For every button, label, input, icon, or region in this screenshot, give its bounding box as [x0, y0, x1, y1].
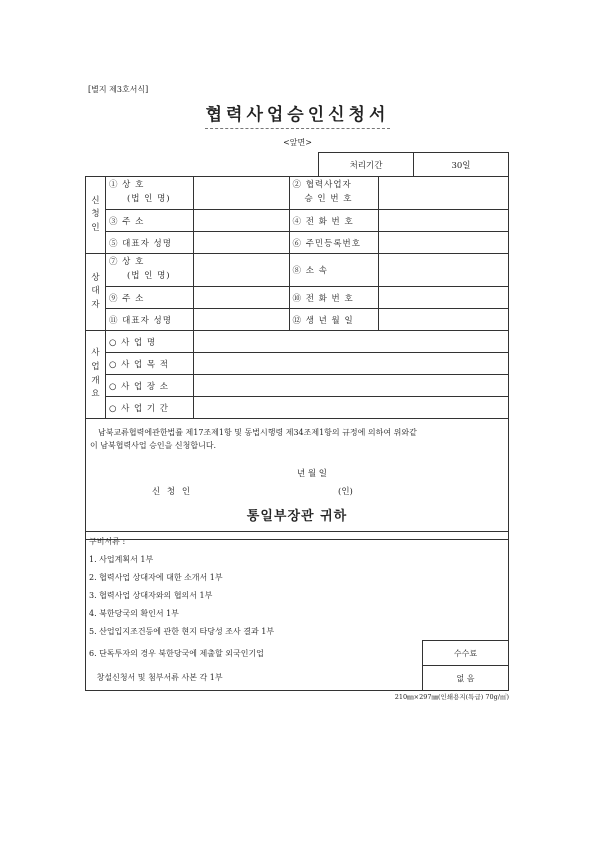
statement-block [86, 419, 509, 540]
applicant-rrn-field[interactable] [379, 232, 509, 254]
title-underline [205, 128, 390, 129]
paper-spec: 210㎜×297㎜(인쇄용지(특급) 70g/㎡) [394, 693, 509, 701]
fee-value: 없 음 [423, 666, 509, 691]
application-form-table [85, 176, 509, 540]
partner-birth-label: ⑫ 생 년 월 일 [289, 309, 379, 331]
project-period-label: ○ 사 업 기 간 [105, 397, 193, 419]
project-purpose-field[interactable] [193, 353, 508, 375]
processing-period-value: 30일 [414, 153, 509, 177]
project-location-label: ○ 사 업 장 소 [105, 375, 193, 397]
attachment-item: 6. 단독투자의 경우 북한당국에 제출할 외국인기업 [86, 641, 423, 666]
attachment-item: 1. 사업계획서 1부 [86, 550, 509, 568]
attachment-item: 2. 협력사업 상대자에 대한 소개서 1부 [86, 568, 509, 586]
partner-affiliation-field[interactable] [379, 254, 509, 287]
applicant-rrn-label: ⑥ 주민등록번호 [289, 232, 379, 254]
attachments-heading: 구비서류 : [86, 532, 509, 551]
approval-number-field[interactable] [379, 177, 509, 210]
statement-line-1: 남북교류협력에관한법률 제17조제1항 및 동법시행령 제34조제1항의 규정에 의하여 위와같 [98, 428, 417, 437]
applicant-name-label: ① 상 호 (법 인 명) [105, 177, 193, 210]
attachment-item: 3. 협력사업 상대자와의 협의서 1부 [86, 586, 509, 604]
attachment-item: 4. 북한당국의 확인서 1부 [86, 604, 509, 622]
project-name-field[interactable] [193, 331, 508, 353]
partner-name-label: ⑦ 상 호 (법 인 명) [105, 254, 193, 287]
approval-number-label: ② 협력사업자 승 인 번 호 [289, 177, 379, 210]
date-line: 년 월 일 [296, 469, 328, 480]
seal-mark: (인) [338, 487, 353, 498]
attachment-item: 5. 산업입지조건등에 관한 현지 타당성 조사 결과 1부 [86, 622, 509, 641]
applicant-phone-label: ④ 전 화 번 호 [289, 210, 379, 232]
processing-period-label: 처리기간 [319, 153, 414, 177]
applicant-rep-label: ⑤ 대표자 성명 [105, 232, 193, 254]
partner-name-field[interactable] [193, 254, 289, 287]
project-section-label: 사 업 개 요 [86, 331, 106, 419]
form-number: [별지 제3호서식] [88, 85, 149, 94]
applicant-sign-label: 신 청 인 [152, 487, 193, 498]
project-period-field[interactable] [193, 397, 508, 419]
processing-period-table [318, 152, 509, 177]
partner-rep-field[interactable] [193, 309, 289, 331]
form-title: 협력사업승인신청서 [205, 105, 390, 125]
partner-phone-field[interactable] [379, 287, 509, 309]
attachments-table [85, 531, 509, 691]
project-location-field[interactable] [193, 375, 508, 397]
attachment-item: 창설신청서 및 첨부서류 사본 각 1부 [86, 666, 423, 691]
partner-rep-label: ⑪ 대표자 성명 [105, 309, 193, 331]
project-name-label: ○ 사 업 명 [105, 331, 193, 353]
partner-section-label: 상 대 자 [86, 254, 106, 331]
partner-address-label: ⑨ 주 소 [105, 287, 193, 309]
applicant-name-field[interactable] [193, 177, 289, 210]
applicant-phone-field[interactable] [379, 210, 509, 232]
applicant-section-label: 신 청 인 [86, 177, 106, 254]
statement-line-2: 이 남북협력사업 승인을 신청합니다. [90, 441, 217, 451]
applicant-rep-field[interactable] [193, 232, 289, 254]
partner-affiliation-label: ⑧ 소 속 [289, 254, 379, 287]
applicant-address-label: ③ 주 소 [105, 210, 193, 232]
partner-address-field[interactable] [193, 287, 289, 309]
page-side-label: <앞면> [283, 138, 312, 147]
fee-label: 수수료 [423, 641, 509, 666]
project-purpose-label: ○ 사 업 목 적 [105, 353, 193, 375]
partner-birth-field[interactable] [379, 309, 509, 331]
addressee: 통일부장관 귀하 [246, 509, 348, 525]
applicant-address-field[interactable] [193, 210, 289, 232]
partner-phone-label: ⑩ 전 화 번 호 [289, 287, 379, 309]
